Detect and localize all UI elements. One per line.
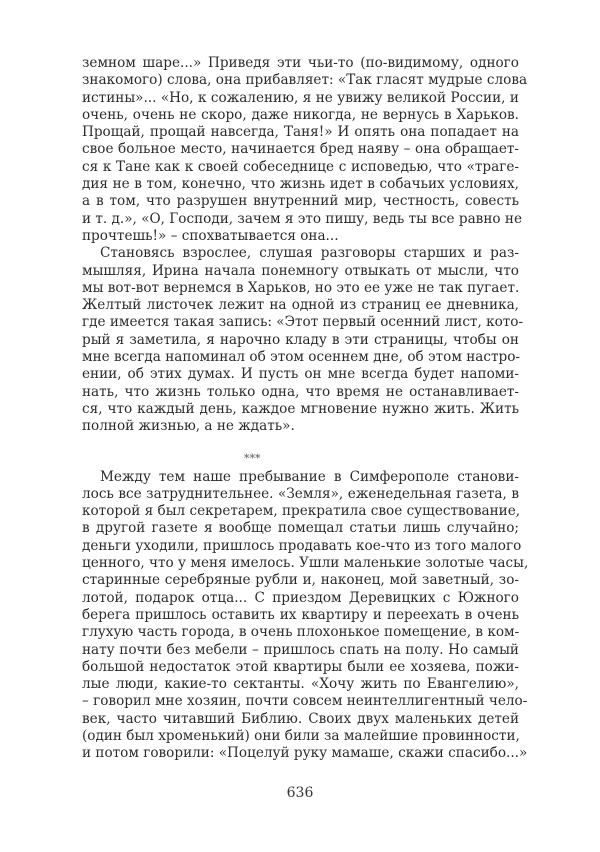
text-line: и т. д.», «О, Господи, зачем я это пишу, ведь ты все равно не (82, 210, 523, 227)
text-line: лось все затруднительнее. «Земля», еженедельная газета, в (82, 485, 519, 502)
text-line: Между тем наше пребывание в Симферополе станови- (100, 468, 519, 485)
text-line: ся к Тане как к своей собеседнице с исповедью, что «траге- (82, 158, 519, 175)
text-line: истины»... «Но, к сожалению, я не увижу великой России, и (82, 89, 519, 106)
text-line: (один был хроменький) они били за малейшие провинности, (82, 727, 520, 744)
text-line: мышляя, Ирина начала понемногу отвыкать от мысли, что (82, 262, 519, 279)
paragraph-2 (82, 245, 524, 435)
paragraph-3 (82, 468, 529, 763)
text-line: где имеется такая запись: «Этот первый осенний лист, кото- (82, 314, 524, 331)
text-line: мне всегда напоминал об этом осеннем дне, об этом настро- (82, 349, 520, 366)
text-line: лотой, подарок отца... С приездом Деревицких с Южного (82, 589, 519, 606)
text-line: нать, что жизнь только одна, что время не останавливает- (82, 383, 519, 400)
text-line: нату почти без мебели – пришлось спать на полу. Но самый (82, 641, 519, 658)
text-line: а в том, что разрушен внутренний мир, честность, совесть (82, 193, 519, 210)
text-line: очень, очень не скоро, даже никогда, не вернусь в Харьков. (82, 106, 519, 123)
text-line: земном шаре...» Приведя эти чьи-то (по-видимому, одного (82, 55, 519, 71)
section-separator: *** (244, 451, 261, 465)
paragraph-1 (82, 55, 528, 245)
text-line: лые люди, какие-то сектанты. «Хочу жить по Евангелию», (82, 676, 519, 693)
text-line: прочтешь!» – спохватывается она... (82, 227, 339, 244)
text-line: деньги уходили, пришлось продавать кое-что из того малого (82, 537, 522, 554)
text-line: ценного, что у меня имелось. Ушли маленькие золотые часы, (82, 555, 529, 572)
text-line: знакомого) слова, она прибавляет: «Так гласят мудрые слова (82, 72, 528, 89)
text-line: Становясь взрослее, слушая разговоры старших и раз- (100, 245, 519, 262)
text-line: старинные серебряные рубли и, наконец, мой заветный, зо- (82, 572, 519, 589)
text-line: которой я был секретарем, прекратила свое существование, (82, 503, 521, 520)
text-line: берега пришлось оставить их квартиру и переехать в очень (82, 606, 519, 623)
text-line: мы вот-вот вернемся в Харьков, но это ее уже не так пугает. (82, 279, 520, 296)
text-line: дия не в том, конечно, что жизнь идет в собачьих условиях, (82, 176, 519, 193)
page-body (82, 55, 529, 763)
text-line: свое больное место, начинается бред наяву – она обращает- (82, 141, 519, 158)
text-line: и потом говорили: «Поцелуй руку мамаше, скажи спасибо...» (82, 745, 528, 762)
text-line: век, часто читавший Библию. Своих двух маленьких детей (82, 710, 519, 727)
text-line: рый я заметила, я нарочно кладу в эти страницы, чтобы он (82, 331, 519, 348)
text-line: полной жизнью, а не ждать». (82, 418, 295, 435)
text-line: ении, об этих думах. И пусть он мне всегда будет напоми- (82, 366, 519, 383)
text-line: большой недостаток этой квартиры были ее хозяева, пожи- (82, 658, 519, 675)
text-line: – говорил мне хозяин, почти совсем неинтеллигентный чело- (82, 693, 528, 710)
text-line: в другой газете я вообще помещал статьи лишь случайно; (82, 520, 519, 537)
page-number: 636 (286, 785, 314, 801)
text-line: глухую часть города, в очень плохонькое помещение, в ком- (82, 624, 520, 641)
text-line: Прощай, прощай навсегда, Таня!» И опять она попадает на (82, 124, 519, 141)
text-line: Желтый листочек лежит на одной из страниц ее дневника, (82, 297, 519, 314)
text-line: ся, что каждый день, каждое мгновение нужно жить. Жить (82, 400, 519, 417)
